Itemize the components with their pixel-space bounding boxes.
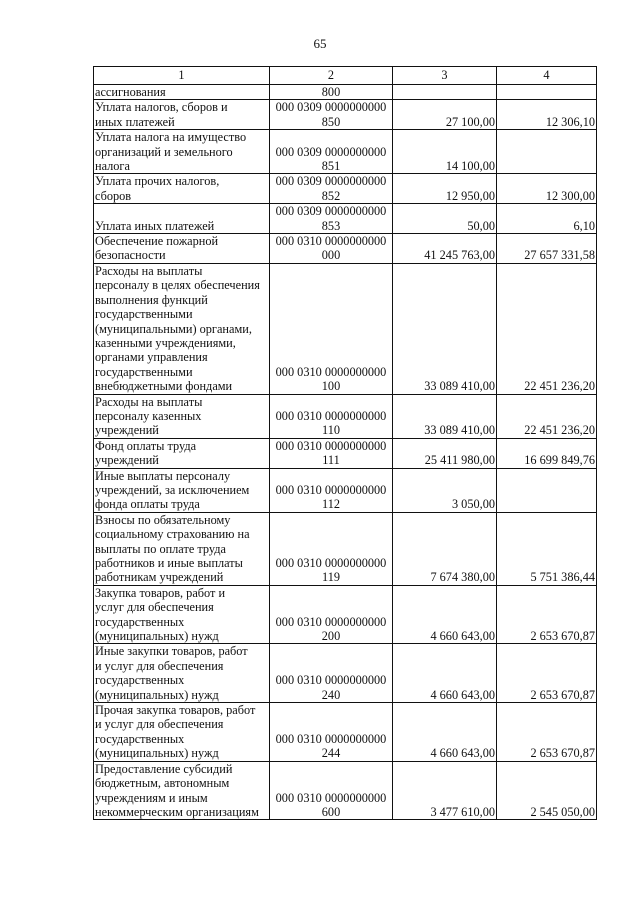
row-value-3-cell: 3 477 610,00 — [393, 761, 497, 820]
row-name-text: Расходы на выплаты персоналу казенных учреждений — [95, 394, 203, 438]
row-code-cell: 000 0309 0000000000 852 — [270, 174, 393, 204]
row-name-cell — [94, 234, 270, 264]
table-row — [94, 85, 597, 100]
row-code-cell: 000 0309 0000000000 850 — [270, 100, 393, 130]
row-value-3-cell — [393, 85, 497, 100]
row-code-cell: 000 0310 0000000000 244 — [270, 703, 393, 762]
row-name-cell — [94, 438, 270, 468]
row-name-text: Расходы на выплаты персоналу в целях обеспечения выполнения функций государственными (муниципальными) органами, казенными учреждениями, органами управления государственными внебюджетными фондами — [95, 263, 260, 394]
row-name-text: ассигнования — [95, 85, 166, 99]
header-col-4: 4 — [497, 67, 597, 85]
row-value-3-cell: 14 100,00 — [393, 130, 497, 174]
row-code-cell: 800 — [270, 85, 393, 100]
row-name-text: Фонд оплаты труда учреждений — [95, 438, 197, 468]
row-name-cell — [94, 644, 270, 703]
header-row — [94, 67, 597, 85]
row-name-text: Уплата иных платежей — [95, 218, 215, 233]
table-row — [94, 468, 597, 512]
row-value-4-cell: 2 653 670,87 — [497, 703, 597, 762]
table-row — [94, 585, 597, 644]
row-code-cell: 000 0310 0000000000 600 — [270, 761, 393, 820]
row-name-cell — [94, 585, 270, 644]
table-header — [94, 67, 597, 85]
row-name-text: Иные выплаты персоналу учреждений, за исключением фонда оплаты труда — [95, 468, 250, 512]
row-value-3-cell: 27 100,00 — [393, 100, 497, 130]
row-value-3-cell: 12 950,00 — [393, 174, 497, 204]
row-value-3-cell: 33 089 410,00 — [393, 263, 497, 394]
row-value-4-cell: 2 545 050,00 — [497, 761, 597, 820]
row-name-text: Уплата налога на имущество организаций и земельного налога — [95, 130, 247, 174]
row-value-4-cell: 22 451 236,20 — [497, 394, 597, 438]
row-code-cell: 000 0310 0000000000 110 — [270, 394, 393, 438]
row-name-text: Предоставление субсидий бюджетным, автономным учреждениям и иным некоммерческим организациям — [95, 761, 259, 819]
row-name-cell — [94, 174, 270, 204]
row-value-3-cell: 33 089 410,00 — [393, 394, 497, 438]
page-number: 65 — [313, 36, 327, 51]
table-body — [94, 85, 597, 820]
row-name-cell — [94, 130, 270, 174]
table-row — [94, 234, 597, 264]
row-code-cell: 000 0310 0000000000 111 — [270, 438, 393, 468]
row-value-4-cell: 27 657 331,58 — [497, 234, 597, 264]
row-name-text: Обеспечение пожарной безопасности — [95, 234, 219, 263]
row-name-text: Иные закупки товаров, работ и услуг для обеспечения государственных (муниципальных) нужд — [95, 644, 248, 702]
row-value-3-cell: 3 050,00 — [393, 468, 497, 512]
row-name-text: Прочая закупка товаров, работ и услуг для обеспечения государственных (муниципальных) нужд — [95, 703, 256, 761]
row-value-3-cell: 7 674 380,00 — [393, 512, 497, 585]
row-name-text: Закупка товаров, работ и услуг для обеспечения государственных (муниципальных) нужд — [95, 585, 226, 644]
row-code-cell: 000 0310 0000000000 100 — [270, 263, 393, 394]
row-name-text: Уплата прочих налогов, сборов — [95, 174, 220, 203]
row-value-4-cell: 2 653 670,87 — [497, 644, 597, 703]
row-code-cell: 000 0310 0000000000 200 — [270, 585, 393, 644]
table-row — [94, 100, 597, 130]
row-name-cell — [94, 394, 270, 438]
table-row — [94, 512, 597, 585]
row-name-text: Уплата налогов, сборов и иных платежей — [95, 100, 228, 129]
row-value-3-cell: 25 411 980,00 — [393, 438, 497, 468]
row-code-cell: 000 0309 0000000000 851 — [270, 130, 393, 174]
row-code-cell: 000 0310 0000000000 119 — [270, 512, 393, 585]
header-col-2: 2 — [270, 67, 393, 85]
row-name-cell — [94, 468, 270, 512]
row-value-3-cell: 50,00 — [393, 204, 497, 234]
row-value-4-cell: 5 751 386,44 — [497, 512, 597, 585]
row-value-3-cell: 4 660 643,00 — [393, 644, 497, 703]
row-value-4-cell: 6,10 — [497, 204, 597, 234]
table-row — [94, 174, 597, 204]
header-col-1: 1 — [94, 67, 270, 85]
row-name-cell — [94, 703, 270, 762]
table-row — [94, 438, 597, 468]
row-name-cell — [94, 761, 270, 820]
row-value-4-cell: 16 699 849,76 — [497, 438, 597, 468]
row-value-4-cell: 22 451 236,20 — [497, 263, 597, 394]
row-value-4-cell — [497, 468, 597, 512]
row-value-4-cell: 2 653 670,87 — [497, 585, 597, 644]
row-name-cell — [94, 512, 270, 585]
table-row — [94, 204, 597, 234]
row-name-cell — [94, 85, 270, 100]
budget-table — [93, 66, 597, 820]
row-value-4-cell: 12 306,10 — [497, 100, 597, 130]
row-name-cell — [94, 100, 270, 130]
row-value-3-cell: 4 660 643,00 — [393, 703, 497, 762]
row-code-cell: 000 0310 0000000000 240 — [270, 644, 393, 703]
row-value-3-cell: 41 245 763,00 — [393, 234, 497, 264]
row-value-3-cell: 4 660 643,00 — [393, 585, 497, 644]
row-name-cell — [94, 204, 270, 234]
table-row — [94, 263, 597, 394]
row-value-4-cell: 12 300,00 — [497, 174, 597, 204]
row-code-cell: 000 0309 0000000000 853 — [270, 204, 393, 234]
row-code-cell: 000 0310 0000000000 112 — [270, 468, 393, 512]
row-name-text: Взносы по обязательному социальному страхованию на выплаты по оплате труда работников и иные выплаты работникам учреждений — [95, 512, 250, 585]
table-row — [94, 130, 597, 174]
row-name-cell — [94, 263, 270, 394]
header-col-3: 3 — [393, 67, 497, 85]
table-row — [94, 761, 597, 820]
table-row — [94, 394, 597, 438]
row-value-4-cell — [497, 130, 597, 174]
table-row — [94, 703, 597, 762]
row-value-4-cell — [497, 85, 597, 100]
row-code-cell: 000 0310 0000000000 000 — [270, 234, 393, 264]
table-row — [94, 644, 597, 703]
